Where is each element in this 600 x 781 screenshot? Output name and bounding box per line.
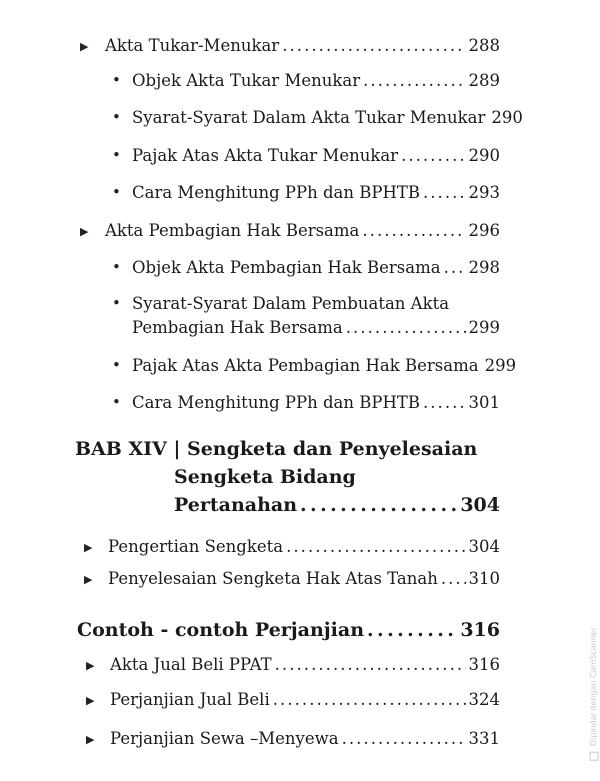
toc-subentry[interactable]: Cara Menghitung PPh dan BPHTB . . . 293 [132, 183, 500, 202]
scanner-watermark: Dipindai dengan CamScanner [589, 627, 599, 761]
triangle-bullet-icon: ▶ [86, 659, 95, 672]
toc-subentry-label-line1[interactable]: Syarat-Syarat Dalam Pembuatan Akta [132, 294, 450, 313]
toc-subentry[interactable]: Objek Akta Pembagian Hak Bersama . . . 298 [132, 258, 500, 277]
bullet-icon: • [112, 393, 121, 411]
bullet-icon: • [112, 294, 121, 312]
dot-leader [346, 318, 466, 337]
toc-chapter-bab-xiv[interactable]: Pertanahan . . . 304 [174, 494, 500, 516]
toc-subentry[interactable]: Pajak Atas Akta Pembagian Hak Bersama 299 [132, 356, 517, 375]
dot-leader [282, 36, 465, 55]
triangle-bullet-icon: ▶ [86, 733, 95, 746]
bullet-icon: • [112, 258, 121, 276]
dot-leader [286, 537, 465, 556]
toc-entry-akta-tukar[interactable]: Akta Tukar-Menukar . . . 288 [105, 36, 500, 55]
toc-entry[interactable]: Penyelesaian Sengketa Hak Atas Tanah . . . 310 [108, 569, 500, 588]
toc-subentry[interactable]: Pembagian Hak Bersama . . . 299 [132, 318, 500, 337]
dot-leader [275, 655, 466, 674]
toc-entry[interactable]: Perjanjian Jual Beli . . . 324 [110, 690, 500, 709]
dot-leader [423, 393, 466, 412]
chapter-heading-line2[interactable]: Sengketa Bidang [174, 466, 356, 488]
triangle-bullet-icon: ▶ [84, 541, 93, 554]
toc-subentry[interactable]: Cara Menghitung PPh dan BPHTB . . . 301 [132, 393, 500, 412]
dot-leader [444, 258, 466, 277]
bullet-icon: • [112, 146, 121, 164]
dot-leader [367, 619, 457, 641]
camscanner-icon [589, 752, 598, 761]
toc-entry-akta-pembagian[interactable]: Akta Pembagian Hak Bersama . . . 296 [105, 221, 500, 240]
bullet-icon: • [112, 71, 121, 89]
toc-chapter-contoh[interactable]: Contoh - contoh Perjanjian . . . 316 [77, 619, 500, 641]
dot-leader [342, 729, 466, 748]
toc-entry[interactable]: Perjanjian Sewa –Menyewa . . . 331 [110, 729, 500, 748]
toc-entry[interactable]: Akta Jual Beli PPAT . . . 316 [110, 655, 500, 674]
bullet-icon: • [112, 183, 121, 201]
bullet-icon: • [112, 108, 121, 126]
dot-leader [362, 221, 465, 240]
toc-entry[interactable]: Pengertian Sengketa . . . 304 [108, 537, 500, 556]
toc-subentry[interactable]: Pajak Atas Akta Tukar Menukar . . . 290 [132, 146, 500, 165]
dot-leader [423, 183, 466, 202]
dot-leader [401, 146, 465, 165]
dot-leader [273, 690, 466, 709]
dot-leader [300, 494, 457, 516]
toc-subentry[interactable]: Syarat-Syarat Dalam Akta Tukar Menukar 290 [132, 108, 523, 127]
toc-subentry[interactable]: Objek Akta Tukar Menukar . . . 289 [132, 71, 500, 90]
chapter-heading-line1[interactable]: BAB XIV | Sengketa dan Penyelesaian [75, 438, 478, 460]
triangle-bullet-icon: ▶ [80, 225, 89, 238]
bullet-icon: • [112, 356, 121, 374]
triangle-bullet-icon: ▶ [86, 694, 95, 707]
triangle-bullet-icon: ▶ [84, 573, 93, 586]
dot-leader [441, 569, 466, 588]
triangle-bullet-icon: ▶ [80, 40, 89, 53]
dot-leader [363, 71, 465, 90]
